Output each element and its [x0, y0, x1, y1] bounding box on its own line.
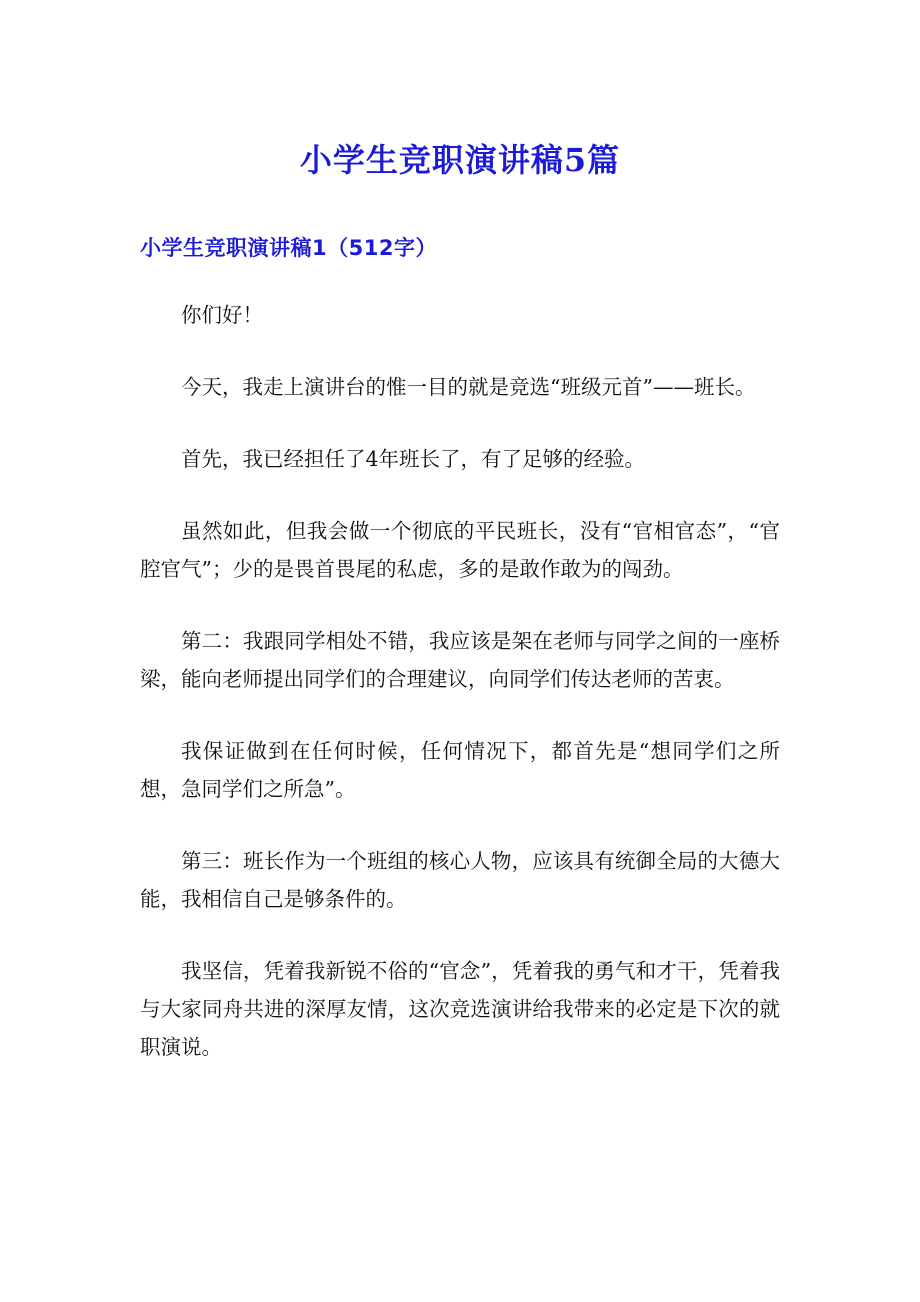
paragraph: 我保证做到在任何时候，任何情况下，都首先是“想同学们之所想，急同学们之所急”。 [140, 739, 780, 801]
section-body [140, 296, 780, 1100]
paragraph: 第二：我跟同学相处不错，我应该是架在老师与同学之间的一座桥梁，能向老师提出同学们的合理建议，向同学们传达老师的苦衷。 [140, 629, 780, 691]
paragraph: 今天，我走上演讲台的惟一目的就是竞选“班级元首”——班长。 [181, 375, 756, 399]
paragraph: 我坚信，凭着我新锐不俗的“官念”，凭着我的勇气和才干，凭着我与大家同舟共进的深厚友情，这次竞选演讲给我带来的必定是下次的就职演说。 [140, 959, 780, 1059]
paragraph: 第三：班长作为一个班组的核心人物，应该具有统御全局的大德大能，我相信自己是够条件的。 [140, 849, 780, 911]
document-title: 小学生竞职演讲稿5篇 [299, 141, 621, 179]
paragraph: 你们好！ [181, 303, 263, 327]
paragraph: 虽然如此，但我会做一个彻底的平民班长，没有“官相官态”，“官腔官气”；少的是畏首畏尾的私虑，多的是敢作敢为的闯劲。 [140, 519, 780, 581]
paragraph: 首先，我已经担任了4年班长了，有了足够的经验。 [181, 447, 646, 471]
section-heading: 小学生竞职演讲稿1（512字） [140, 236, 437, 260]
